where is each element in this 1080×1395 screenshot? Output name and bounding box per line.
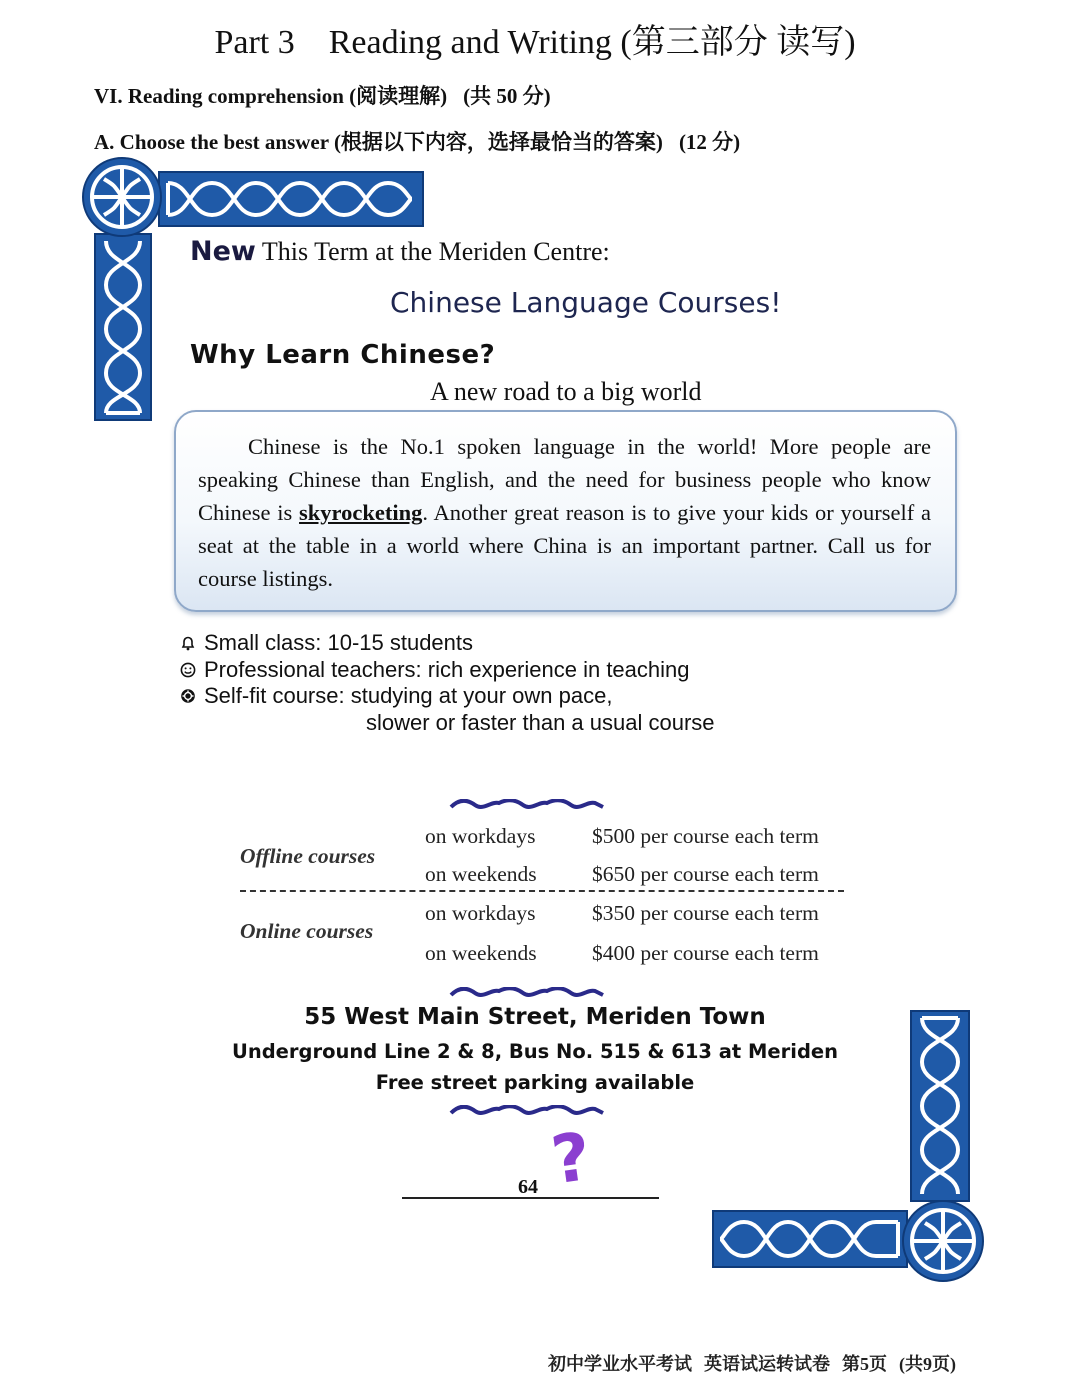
new-label: New <box>190 236 256 267</box>
knot-bar-vertical <box>94 233 152 421</box>
subsection-heading-text: A. Choose the best answer (根据以下内容，选择最恰当的答案) <box>94 130 663 154</box>
celtic-border-top-left <box>80 155 350 425</box>
part-label: Part 3 <box>214 24 295 61</box>
knot-bar-horizontal <box>712 1210 908 1268</box>
footer-total: (共9页) <box>899 1354 956 1374</box>
paragraph-text-start: Chinese is the No.1 spoken language in the world! More people are speaking Chinese than English, and the need for business people who know Chinese is <box>198 434 931 525</box>
price-value: $400 per course each term <box>592 941 819 965</box>
day-label: on workdays <box>425 824 536 848</box>
feature-item <box>180 683 715 710</box>
part-name: Reading and Writing (第三部分 读写) <box>328 24 856 61</box>
price-value: $500 per course each term <box>592 824 819 848</box>
feature-item <box>180 657 715 684</box>
group-offline-courses: Offline courses <box>240 844 376 868</box>
wave-divider <box>449 1105 605 1117</box>
address: 55 West Main Street, Meriden Town <box>304 1004 766 1030</box>
new-this-term-text: This Term at the Meriden Centre: <box>261 237 610 266</box>
feature-item <box>180 630 715 657</box>
feature-text: Small class: 10-15 students <box>204 630 474 655</box>
feature-list <box>180 630 715 736</box>
day-label: on weekends <box>425 862 537 886</box>
section-heading-text: VI. Reading comprehension (阅读理解) <box>94 84 448 108</box>
smiley-icon <box>180 662 196 678</box>
knot-bar-horizontal <box>158 171 424 227</box>
new-this-term <box>190 236 610 267</box>
day-label: on workdays <box>425 901 536 925</box>
page-footer <box>548 1350 956 1376</box>
question-number: 64 <box>518 1176 538 1198</box>
footer-exam: 初中学业水平考试 <box>548 1354 692 1374</box>
section-heading <box>94 80 551 110</box>
subsection-points: (12 分) <box>678 130 741 154</box>
feature-text: Professional teachers: rich experience in teaching <box>204 656 690 682</box>
price-value: $350 per course each term <box>592 901 819 925</box>
footer-paper: 英语试运转试卷 <box>704 1354 830 1374</box>
feature-text: Self-fit course: studying at your own pace, <box>204 683 613 708</box>
wave-divider <box>449 799 605 811</box>
gear-icon <box>180 688 196 704</box>
price-value: $650 per course each term <box>592 862 819 886</box>
group-online-courses: Online courses <box>240 919 374 943</box>
paragraph-text-end: . Another great reason is to give your kids or yourself a seat at the table in a world where China is an important partner. Call us for course listings. <box>198 500 932 591</box>
wave-divider <box>449 987 605 999</box>
question-mark-icon: ? <box>546 1117 596 1200</box>
day-label: on weekends <box>425 941 537 965</box>
table-divider <box>240 890 844 892</box>
transport-info: Underground Line 2 & 8, Bus No. 515 & 613 at Meriden <box>231 1040 839 1063</box>
part-title <box>0 14 1070 63</box>
slogan: A new road to a big world <box>430 377 702 406</box>
footer-page: 第5页 <box>842 1354 887 1374</box>
knot-bar-vertical <box>910 1010 970 1202</box>
why-learn-title: Why Learn Chinese? <box>190 340 496 370</box>
feature-continuation: slower or faster than a usual course <box>366 709 715 735</box>
knot-medallion <box>900 1198 986 1284</box>
section-points: (共 50 分) <box>463 84 551 108</box>
knot-medallion <box>80 155 164 239</box>
courses-title: Chinese Language Courses! <box>390 286 782 319</box>
subsection-heading <box>94 126 740 156</box>
bell-icon <box>180 635 196 651</box>
keyword-skyrocketing: skyrocketing <box>299 500 423 525</box>
parking-info: Free street parking available <box>375 1071 695 1094</box>
intro-paragraph-box <box>174 410 957 612</box>
answer-line <box>402 1197 659 1199</box>
